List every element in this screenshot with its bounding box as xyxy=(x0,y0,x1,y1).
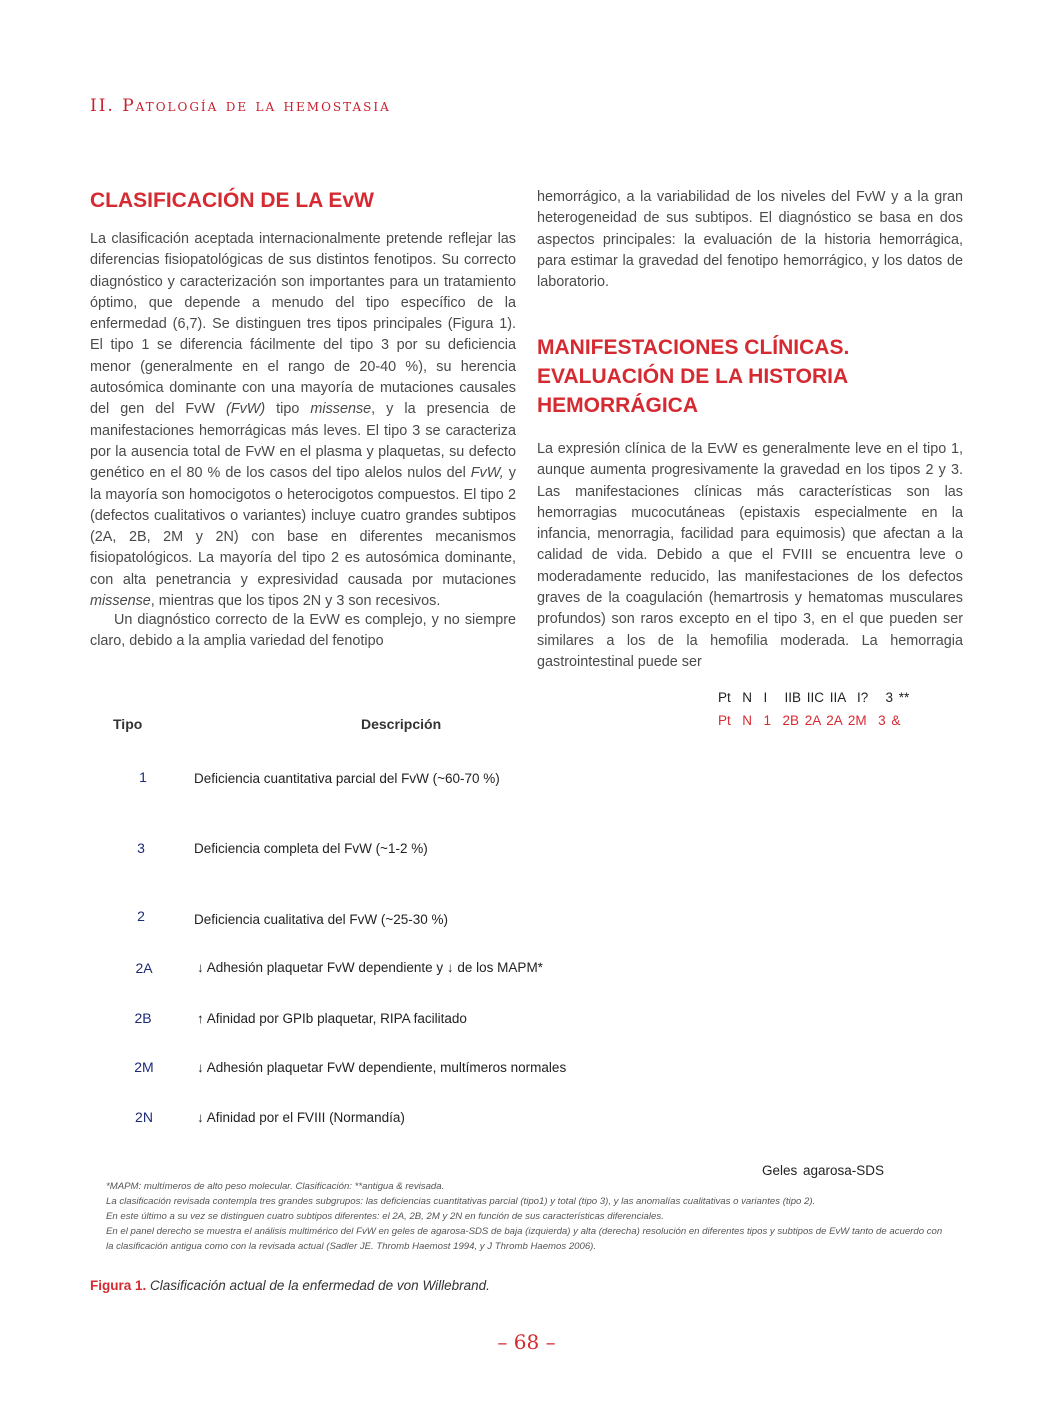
table-header-tipo: Tipo xyxy=(113,716,143,732)
caption-text: Clasificación actual de la enfermedad de von Willebrand. xyxy=(150,1278,490,1293)
footnote: *MAPM: multímeros de alto peso molecular. Clasificación: **antigua & revisada. xyxy=(106,1181,445,1192)
row-desc: Deficiencia completa del FvW (~1-2 %) xyxy=(194,841,428,856)
row-tipo: 2N xyxy=(135,1109,153,1125)
row-desc: ↑ Afinidad por GPIb plaquetar, RIPA facilitado xyxy=(197,1011,467,1026)
row-tipo: 2M xyxy=(134,1059,154,1075)
page-number: – 68 – xyxy=(497,1330,556,1354)
figure-caption xyxy=(90,1278,490,1293)
gel-lanes-old-classification: Pt N I IIB IIC IIA I? 3 ** xyxy=(718,690,910,705)
section-header: II. Patología de la hemostasia xyxy=(90,96,391,116)
caption-label: Figura 1. xyxy=(90,1278,147,1293)
footnote: La clasificación revisada contempla tres grandes subgrupos: las deficiencias cuantitativas parcial (tipo1) y total (tipo 3), y las anomalías cualitativas o variantes (tipo 2). xyxy=(106,1196,816,1207)
row-desc: Deficiencia cualitativa del FvW (~25-30 %) xyxy=(194,912,448,927)
heading-manifestaciones: MANIFESTACIONES CLÍNICAS. EVALUACIÓN DE LA HISTORIA HEMORRÁGICA xyxy=(537,336,850,417)
row-desc: ↓ Adhesión plaquetar FvW dependiente y ↓ de los MAPM* xyxy=(197,960,543,975)
row-tipo: 2B xyxy=(134,1010,152,1026)
paragraph-clasificacion: La clasificación aceptada internacionalmente pretende reflejar las diferencias fisiopatológicas de sus distintos fenotipos. Su correcto diagnóstico y caracterización son importantes para un tratamiento óptimo, que depende a menudo del tipo específico de la enfermedad (6,7). Se distinguen tres tipos principales (Figura 1). El tipo 1 se diferencia fácilmente del tipo 3 por su deficiencia menor (generalmente en el rango de 20-40 %), su herencia autosómica dominante con una mayoría de mutaciones causales del gen del FvW (FvW) tipo missense, y la presencia de manifestaciones hemorrágicas más leves. El tipo 3 se caracteriza por la ausencia total de FvW en el plasma y plaquetas, su defecto genético en el 80 % de los casos del tipo alelos nulos del FvW, y la mayoría son homocigotos o heterocigotos compuestos. El tipo 2 (defectos cualitativos o variantes) incluye cuatro grandes subtipos (2A, 2B, 2M y 2N) con base en diferentes mecanismos fisiopatológicos. La mayoría del tipo 2 es autosómica dominante, con alta penetrancia y expresividad causada por mutaciones missense, mientras que los tipos 2N y 3 son recesivos. xyxy=(90,231,516,610)
row-desc: Deficiencia cuantitativa parcial del FvW (~60-70 %) xyxy=(194,771,500,786)
gel-label: Geles agarosa-SDS xyxy=(762,1163,885,1178)
footnote: En el panel derecho se muestra el análisis multimérico del FvW en geles de agarosa-SDS de baja (izquierda) y alta (derecha) resolución en diferentes tipos y subtipos de EvW tanto de acuerdo con la clasificación antigua como con la revisada actual (Sadler JE. Thromb Haemost 1994, y J Thromb Haemos 2006). xyxy=(106,1226,943,1252)
table-header-descripcion: Descripción xyxy=(361,716,442,732)
row-tipo: 2A xyxy=(135,960,153,976)
row-tipo: 2 xyxy=(137,908,145,924)
gel-lanes-new-classification: Pt N 1 2B 2A 2A 2M 3 & xyxy=(718,713,901,728)
paragraph-diagnostico: Un diagnóstico correcto de la EvW es complejo, y no siempre claro, debido a la amplia variedad del fenotipo xyxy=(90,612,516,650)
row-desc: ↓ Adhesión plaquetar FvW dependiente, multímeros normales xyxy=(197,1060,567,1075)
row-desc: ↓ Afinidad por el FVIII (Normandía) xyxy=(197,1110,405,1125)
paragraph-continuation: hemorrágico, a la variabilidad de los niveles del FvW y a la gran heterogeneidad de sus subtipos. El diagnóstico se basa en dos aspectos principales: la evaluación de la historia hemorrágica, para estimar la gravedad del fenotipo hemorrágico, y los datos de laboratorio. xyxy=(537,189,963,291)
row-tipo: 3 xyxy=(137,840,145,856)
footnote: En este último a su vez se distinguen cuatro subtipos diferentes: el 2A, 2B, 2M y 2N en función de sus características diferenciales. xyxy=(106,1211,664,1222)
heading-clasificacion: CLASIFICACIÓN DE LA EvW xyxy=(90,189,374,212)
paragraph-manifestaciones: La expresión clínica de la EvW es generalmente leve en el tipo 1, aunque aumenta progresivamente la gravedad en los tipos 2 y 3. Las manifestaciones clínicas más características son las hemorragias mucocutáneas (epistaxis especialmente en la infancia, menorragia, facilidad para equimosis) que afectan a la calidad de vida. Debido a que el FVIII se encuentra leve o moderadamente reducido, las manifestaciones de los defectos graves de la coagulación (hemartrosis y hematomas musculares profundos) son raros excepto en el tipo 3, en el que pueden ser similares a los de la hemofilia moderada. La hemorragia gastrointestinal puede ser xyxy=(537,441,963,670)
row-tipo: 1 xyxy=(139,769,147,785)
